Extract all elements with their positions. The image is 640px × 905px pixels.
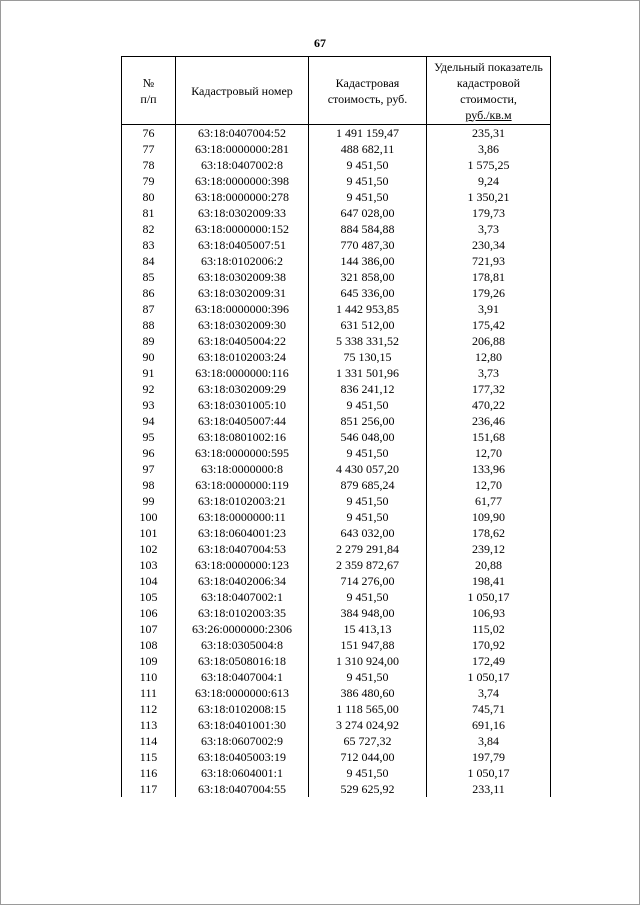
cell-specific-indicator: 179,26 [427,285,551,301]
table-row [122,541,551,557]
cell-cadastral-number: 63:18:0302009:30 [176,317,309,333]
cell-cadastral-cost: 9 451,50 [309,509,427,525]
cell-row-number: 108 [122,637,176,653]
cell-row-number: 114 [122,733,176,749]
cell-specific-indicator: 9,24 [427,173,551,189]
cell-specific-indicator: 3,73 [427,221,551,237]
cell-cadastral-cost: 643 032,00 [309,525,427,541]
header-cost-line1: Кадастровая [335,75,400,90]
table-row [122,253,551,269]
cell-specific-indicator: 1 050,17 [427,765,551,781]
header-row [122,57,551,125]
table-row [122,477,551,493]
cell-cadastral-cost: 151 947,88 [309,637,427,653]
cell-row-number: 95 [122,429,176,445]
table-row [122,669,551,685]
table-row [122,333,551,349]
table-row [122,269,551,285]
cell-cadastral-cost: 3 274 024,92 [309,717,427,733]
cell-cadastral-cost: 770 487,30 [309,237,427,253]
cell-row-number: 117 [122,781,176,797]
cell-row-number: 90 [122,349,176,365]
table-row [122,205,551,221]
cell-specific-indicator: 3,91 [427,301,551,317]
cell-row-number: 107 [122,621,176,637]
table-row [122,701,551,717]
cell-specific-indicator: 721,93 [427,253,551,269]
table-row [122,557,551,573]
cell-row-number: 91 [122,365,176,381]
cell-cadastral-number: 63:18:0508016:18 [176,653,309,669]
cell-row-number: 99 [122,493,176,509]
cell-row-number: 80 [122,189,176,205]
table-row [122,301,551,317]
cell-specific-indicator: 170,92 [427,637,551,653]
table-row [122,349,551,365]
cell-cadastral-number: 63:18:0402006:34 [176,573,309,589]
cell-specific-indicator: 1 575,25 [427,157,551,173]
cell-cadastral-cost: 65 727,32 [309,733,427,749]
cell-cadastral-number: 63:18:0000000:119 [176,477,309,493]
cell-cadastral-cost: 9 451,50 [309,445,427,461]
cell-cadastral-cost: 9 451,50 [309,589,427,605]
cell-specific-indicator: 1 350,21 [427,189,551,205]
table-row [122,413,551,429]
cell-cadastral-cost: 321 858,00 [309,269,427,285]
cell-cadastral-cost: 9 451,50 [309,397,427,413]
cell-specific-indicator: 1 050,17 [427,589,551,605]
cell-row-number: 92 [122,381,176,397]
cell-cadastral-number: 63:18:0407004:55 [176,781,309,797]
cell-specific-indicator: 235,31 [427,125,551,142]
cell-cadastral-number: 63:18:0102008:15 [176,701,309,717]
cell-cadastral-number: 63:18:0000000:613 [176,685,309,701]
table-row [122,237,551,253]
table-row [122,285,551,301]
table-row [122,381,551,397]
table-header [122,57,551,125]
cell-cadastral-number: 63:18:0604001:23 [176,525,309,541]
cell-cadastral-cost: 2 279 291,84 [309,541,427,557]
cell-cadastral-cost: 1 442 953,85 [309,301,427,317]
cell-cadastral-cost: 836 241,12 [309,381,427,397]
cell-specific-indicator: 172,49 [427,653,551,669]
cell-row-number: 89 [122,333,176,349]
cell-cadastral-number: 63:18:0000000:398 [176,173,309,189]
cell-row-number: 112 [122,701,176,717]
cell-cadastral-cost: 9 451,50 [309,493,427,509]
cell-specific-indicator: 745,71 [427,701,551,717]
table-row [122,653,551,669]
cell-cadastral-cost: 144 386,00 [309,253,427,269]
cell-row-number: 106 [122,605,176,621]
cell-specific-indicator: 177,32 [427,381,551,397]
cell-row-number: 98 [122,477,176,493]
cell-cadastral-number: 63:18:0407002:8 [176,157,309,173]
table-row [122,749,551,765]
cell-cadastral-number: 63:18:0000000:595 [176,445,309,461]
table-row [122,509,551,525]
cell-row-number: 110 [122,669,176,685]
header-specific-line3: стоимости, [460,91,517,106]
header-num [122,57,176,125]
cell-specific-indicator: 61,77 [427,493,551,509]
cell-cadastral-number: 63:18:0000000:278 [176,189,309,205]
cell-specific-indicator: 178,81 [427,269,551,285]
cell-cadastral-cost: 712 044,00 [309,749,427,765]
cell-cadastral-number: 63:18:0407004:53 [176,541,309,557]
table-row [122,685,551,701]
cell-cadastral-number: 63:18:0305004:8 [176,637,309,653]
cell-cadastral-number: 63:18:0405004:22 [176,333,309,349]
cadastral-table [121,56,551,797]
cell-row-number: 82 [122,221,176,237]
cell-cadastral-number: 63:18:0000000:281 [176,141,309,157]
cell-specific-indicator: 3,84 [427,733,551,749]
cell-specific-indicator: 236,46 [427,413,551,429]
cell-cadastral-number: 63:18:0801002:16 [176,429,309,445]
cell-row-number: 96 [122,445,176,461]
cell-cadastral-number: 63:18:0302009:33 [176,205,309,221]
cell-specific-indicator: 12,70 [427,445,551,461]
cell-cadastral-cost: 15 413,13 [309,621,427,637]
cell-cadastral-number: 63:18:0407004:52 [176,125,309,142]
cell-cadastral-number: 63:18:0407004:1 [176,669,309,685]
cell-specific-indicator: 12,70 [427,477,551,493]
cell-specific-indicator: 239,12 [427,541,551,557]
cell-cadastral-cost: 9 451,50 [309,157,427,173]
header-cadastral-cost [309,57,427,125]
table-row [122,717,551,733]
cell-cadastral-number: 63:18:0401001:30 [176,717,309,733]
cell-cadastral-cost: 1 331 501,96 [309,365,427,381]
header-cadastral-number-label: Кадастровый номер [191,83,293,98]
cell-cadastral-cost: 4 430 057,20 [309,461,427,477]
cell-specific-indicator: 198,41 [427,573,551,589]
cell-cadastral-cost: 2 359 872,67 [309,557,427,573]
table-row [122,189,551,205]
cell-row-number: 76 [122,125,176,142]
header-num-line2: п/п [140,91,157,106]
cell-cadastral-number: 63:18:0000000:152 [176,221,309,237]
cell-cadastral-cost: 1 491 159,47 [309,125,427,142]
cell-cadastral-number: 63:18:0000000:396 [176,301,309,317]
cell-specific-indicator: 133,96 [427,461,551,477]
cell-cadastral-cost: 645 336,00 [309,285,427,301]
cell-cadastral-cost: 851 256,00 [309,413,427,429]
cell-cadastral-number: 63:18:0604001:1 [176,765,309,781]
cell-row-number: 77 [122,141,176,157]
cell-specific-indicator: 115,02 [427,621,551,637]
cell-cadastral-cost: 647 028,00 [309,205,427,221]
header-num-line1: № [142,75,155,90]
cell-specific-indicator: 20,88 [427,557,551,573]
cell-cadastral-cost: 384 948,00 [309,605,427,621]
header-cadastral-number [176,57,309,125]
table-row [122,445,551,461]
cell-cadastral-cost: 884 584,88 [309,221,427,237]
table-row [122,397,551,413]
cell-cadastral-cost: 631 512,00 [309,317,427,333]
cell-cadastral-number: 63:18:0607002:9 [176,733,309,749]
table-row [122,173,551,189]
table-row [122,781,551,797]
cell-specific-indicator: 230,34 [427,237,551,253]
cell-row-number: 79 [122,173,176,189]
cell-cadastral-cost: 75 130,15 [309,349,427,365]
page-number: 67 [314,36,326,50]
cell-row-number: 97 [122,461,176,477]
cell-row-number: 115 [122,749,176,765]
cell-cadastral-cost: 1 118 565,00 [309,701,427,717]
cell-specific-indicator: 691,16 [427,717,551,733]
cell-specific-indicator: 206,88 [427,333,551,349]
cell-specific-indicator: 1 050,17 [427,669,551,685]
cell-cadastral-cost: 714 276,00 [309,573,427,589]
table-row [122,157,551,173]
cell-cadastral-number: 63:18:0405003:19 [176,749,309,765]
cell-cadastral-cost: 488 682,11 [309,141,427,157]
table-row [122,429,551,445]
cell-row-number: 81 [122,205,176,221]
cell-cadastral-number: 63:18:0000000:11 [176,509,309,525]
table-row [122,365,551,381]
header-cost-line2: стоимость, руб. [327,91,408,106]
cell-row-number: 93 [122,397,176,413]
table-row [122,621,551,637]
cell-specific-indicator: 175,42 [427,317,551,333]
cell-cadastral-cost: 9 451,50 [309,189,427,205]
cell-row-number: 85 [122,269,176,285]
cell-cadastral-cost: 9 451,50 [309,765,427,781]
cell-cadastral-cost: 9 451,50 [309,669,427,685]
cell-cadastral-number: 63:18:0405007:51 [176,237,309,253]
cell-row-number: 88 [122,317,176,333]
cell-cadastral-number: 63:18:0302009:29 [176,381,309,397]
table-row [122,317,551,333]
cell-row-number: 109 [122,653,176,669]
cell-specific-indicator: 106,93 [427,605,551,621]
cell-cadastral-number: 63:18:0302009:31 [176,285,309,301]
header-specific-line4: руб./кв.м [465,107,512,122]
cell-cadastral-number: 63:18:0000000:116 [176,365,309,381]
table-row [122,605,551,621]
table-row [122,125,551,142]
cell-cadastral-number: 63:18:0102003:21 [176,493,309,509]
table-row [122,589,551,605]
header-specific-indicator [427,57,551,125]
cell-cadastral-cost: 5 338 331,52 [309,333,427,349]
cell-cadastral-cost: 9 451,50 [309,173,427,189]
table-row [122,141,551,157]
cell-specific-indicator: 178,62 [427,525,551,541]
table-row [122,765,551,781]
cell-specific-indicator: 197,79 [427,749,551,765]
cell-row-number: 116 [122,765,176,781]
cell-cadastral-cost: 879 685,24 [309,477,427,493]
cell-row-number: 78 [122,157,176,173]
cell-specific-indicator: 109,90 [427,509,551,525]
table-row [122,637,551,653]
cell-cadastral-number: 63:18:0407002:1 [176,589,309,605]
cell-cadastral-number: 63:18:0405007:44 [176,413,309,429]
cell-cadastral-cost: 386 480,60 [309,685,427,701]
cell-specific-indicator: 3,86 [427,141,551,157]
cell-row-number: 105 [122,589,176,605]
cell-cadastral-number: 63:18:0000000:8 [176,461,309,477]
table-row [122,493,551,509]
header-specific-line1: Удельный показатель [434,59,543,74]
cell-row-number: 94 [122,413,176,429]
cell-cadastral-cost: 1 310 924,00 [309,653,427,669]
cell-specific-indicator: 3,73 [427,365,551,381]
cell-cadastral-number: 63:18:0102006:2 [176,253,309,269]
table-row [122,573,551,589]
cell-row-number: 102 [122,541,176,557]
cell-row-number: 100 [122,509,176,525]
cell-row-number: 111 [122,685,176,701]
cell-specific-indicator: 151,68 [427,429,551,445]
cell-cadastral-number: 63:18:0102003:24 [176,349,309,365]
cell-cadastral-cost: 529 625,92 [309,781,427,797]
cell-cadastral-cost: 546 048,00 [309,429,427,445]
cell-specific-indicator: 470,22 [427,397,551,413]
cell-specific-indicator: 179,73 [427,205,551,221]
table-body [122,125,551,798]
cell-row-number: 84 [122,253,176,269]
table-row [122,461,551,477]
table-row [122,733,551,749]
cell-row-number: 113 [122,717,176,733]
cell-row-number: 101 [122,525,176,541]
cell-specific-indicator: 12,80 [427,349,551,365]
cell-row-number: 104 [122,573,176,589]
table-row [122,525,551,541]
table-row [122,221,551,237]
cell-cadastral-number: 63:18:0302009:38 [176,269,309,285]
cell-cadastral-number: 63:18:0301005:10 [176,397,309,413]
cell-row-number: 103 [122,557,176,573]
cell-specific-indicator: 3,74 [427,685,551,701]
cell-row-number: 83 [122,237,176,253]
cell-row-number: 86 [122,285,176,301]
cell-specific-indicator: 233,11 [427,781,551,797]
cell-row-number: 87 [122,301,176,317]
cell-cadastral-number: 63:18:0000000:123 [176,557,309,573]
cell-cadastral-number: 63:26:0000000:2306 [176,621,309,637]
cell-cadastral-number: 63:18:0102003:35 [176,605,309,621]
header-specific-line2: кадастровой [456,75,521,90]
